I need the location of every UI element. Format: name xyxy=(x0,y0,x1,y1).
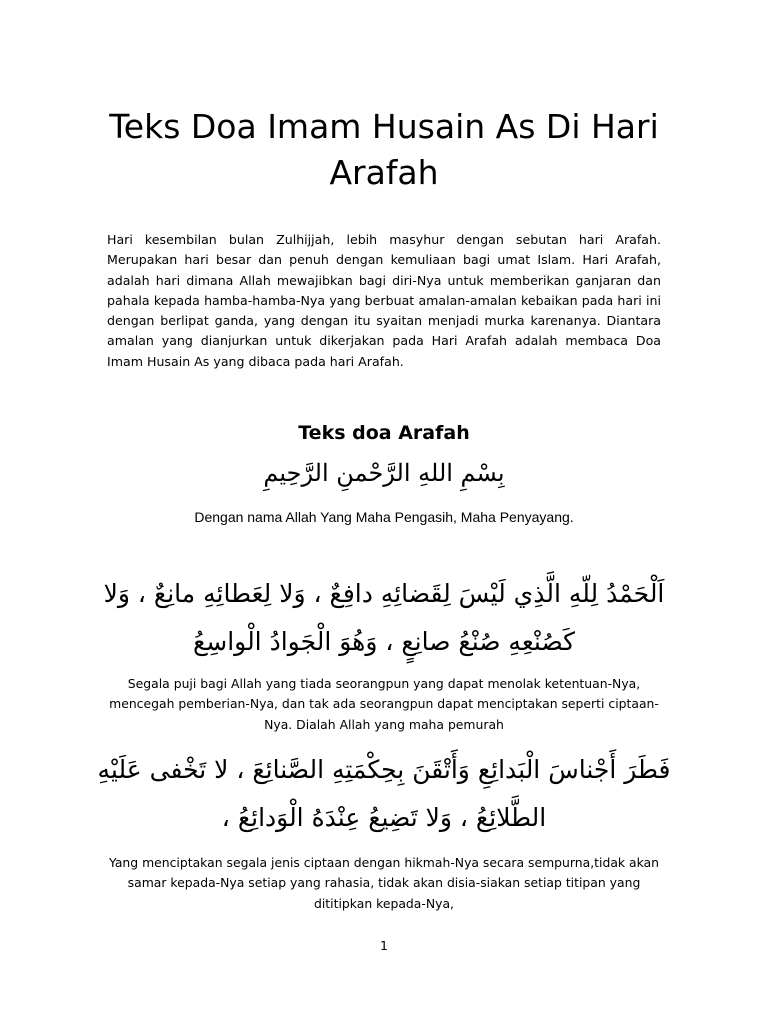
intro-paragraph: Hari kesembilan bulan Zulhijjah, lebih masyhur dengan sebutan hari Arafah. Merupakan hari besar dan penuh dengan kemuliaan bagi umat Islam. Hari Arafah, adalah hari dimana Allah mewajibkan bagi diri-Nya untuk memberikan ganjaran dan pahala kepada hamba-hamba-Nya yang berbuat amalan-amalan kebaikan pada hari ini dengan berlipat ganda, yang dengan itu syaitan menjadi murka karenanya. Diantara amalan yang dianjurkan untuk dikerjakan pada Hari Arafah adalah membaca Doa Imam Husain As yang dibaca pada hari Arafah. xyxy=(107,232,661,369)
bismillah-translation: Dengan nama Allah Yang Maha Pengasih, Maha Penyayang. xyxy=(194,509,574,525)
verse-2-arabic: فَطَرَ أَجْناسَ الْبَدائِعِ وَأَتْقَنَ بِحِكْمَتِهِ الصَّنائِعَ ، لا تَخْفى عَلَيْهِ الطَّلائِعُ ، وَلا تَضِيعُ عِنْدَهُ الْوَدائِعُ ، xyxy=(97,755,671,832)
verse-1-translation: Segala puji bagi Allah yang tiada seorangpun yang dapat menolak ketentuan-Nya, mencegah pemberian-Nya, dan tak ada seorangpun dapat menciptakan seperti ciptaan-Nya. Dialah Allah yang maha pemurah xyxy=(109,676,659,732)
verse-2-translation: Yang menciptakan segala jenis ciptaan dengan hikmah-Nya secara sempurna,tidak akan samar kepada-Nya setiap yang rahasia, tidak akan disia-siakan setiap titipan yang dititipkan kepada-Nya, xyxy=(108,855,660,911)
document-title: Teks Doa Imam Husain As Di Hari Arafah xyxy=(109,107,659,192)
verse-1-arabic: اَلْحَمْدُ لِلّهِ الَّذِي لَيْسَ لِقَضائِهِ دافِعٌ ، وَلا لِعَطائِهِ مانِعٌ ، وَلا كَصُنْعِهِ صُنْعُ صانِعٍ ، وَهُوَ الْجَوادُ الْواسِعُ xyxy=(103,579,665,656)
section-heading: Teks doa Arafah xyxy=(298,422,470,444)
page-number: 1 xyxy=(380,938,388,953)
bismillah-arabic: بِسْمِ اللهِ الرَّحْمنِ الرَّحِيمِ xyxy=(263,459,505,487)
